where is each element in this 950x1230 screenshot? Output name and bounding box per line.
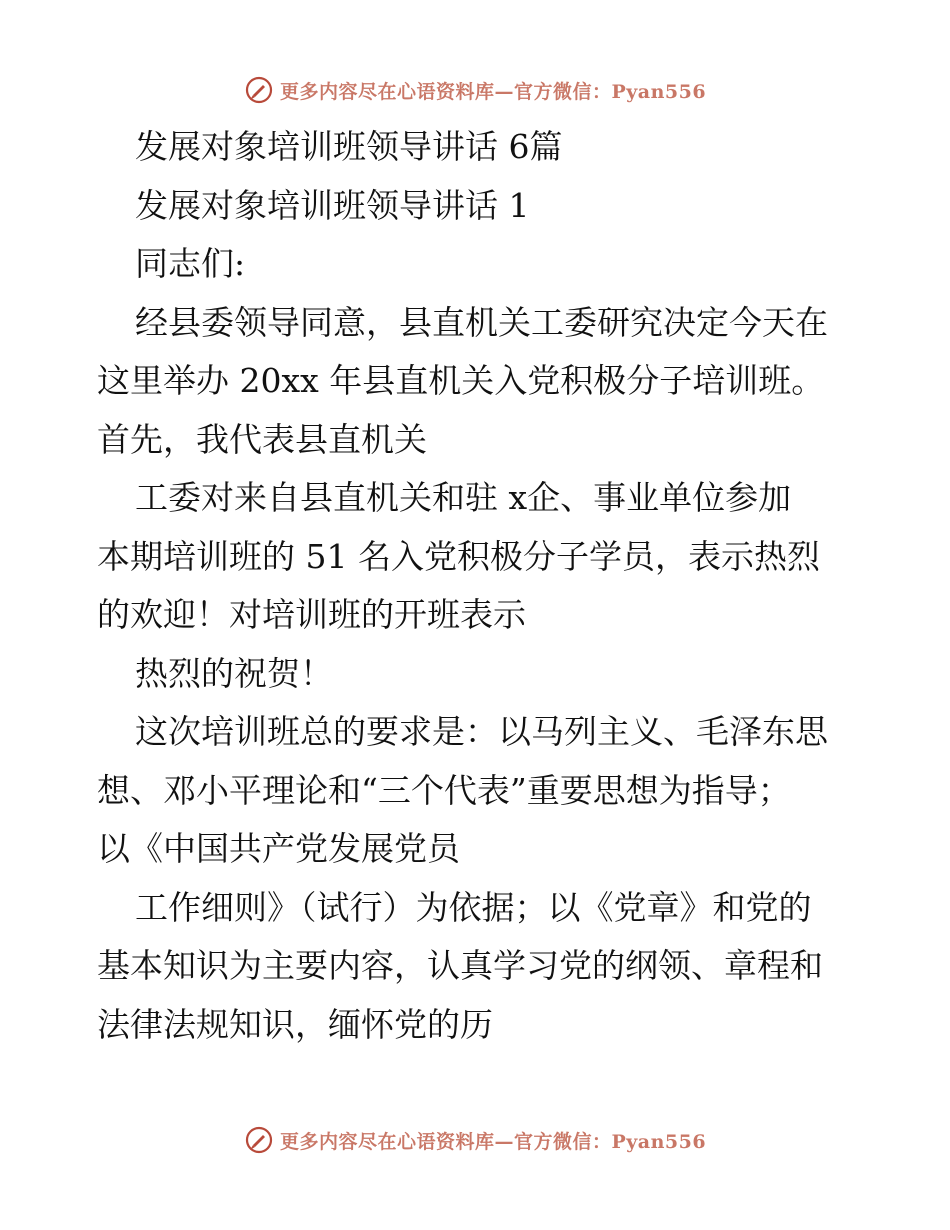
paragraph-line: 经县委领导同意，县直机关工委研究决定今天在 (135, 302, 828, 342)
pen-logo-icon (244, 75, 274, 105)
paragraph-line: 的欢迎！对培训班的开班表示 (97, 595, 526, 634)
paragraph-line: 热烈的祝贺！ (135, 653, 333, 693)
section-heading: 发展对象培训班领导讲话 1 (135, 185, 530, 225)
paragraph-line: 基本知识为主要内容，认真学习党的纲领、章程和 (97, 946, 823, 985)
pen-logo-icon (244, 1125, 274, 1155)
paragraph-line: 这里举办 20xx 年县直机关入党积极分子培训班。 (97, 361, 825, 400)
paragraph-line: 法律法规知识，缅怀党的历 (97, 1004, 493, 1044)
header-banner (0, 70, 950, 110)
paragraph-line: 首先，我代表县直机关 (97, 419, 427, 459)
header-banner-text: 更多内容尽在心语资料库—官方微信：Pyan556 (279, 80, 707, 103)
footer-banner (0, 1120, 950, 1160)
paragraph-line: 工委对来自县直机关和驻 x企、事业单位参加 (135, 478, 792, 517)
footer-banner-text: 更多内容尽在心语资料库—官方微信：Pyan556 (279, 1130, 707, 1153)
paragraph-line: 这次培训班总的要求是：以马列主义、毛泽东思 (135, 712, 828, 751)
document-body (97, 118, 857, 1054)
doc-title: 发展对象培训班领导讲话 6篇 (135, 127, 563, 166)
salutation: 同志们: (135, 244, 246, 283)
paragraph-line: 工作细则》（试行）为依据；以《党章》和党的 (135, 887, 812, 927)
paragraph-line: 想、邓小平理论和“三个代表”重要思想为指导； (97, 770, 791, 810)
paragraph-line: 以《中国共产党发展党员 (97, 829, 460, 868)
paragraph-line: 本期培训班的 51 名入党积极分子学员，表示热烈 (97, 536, 820, 576)
